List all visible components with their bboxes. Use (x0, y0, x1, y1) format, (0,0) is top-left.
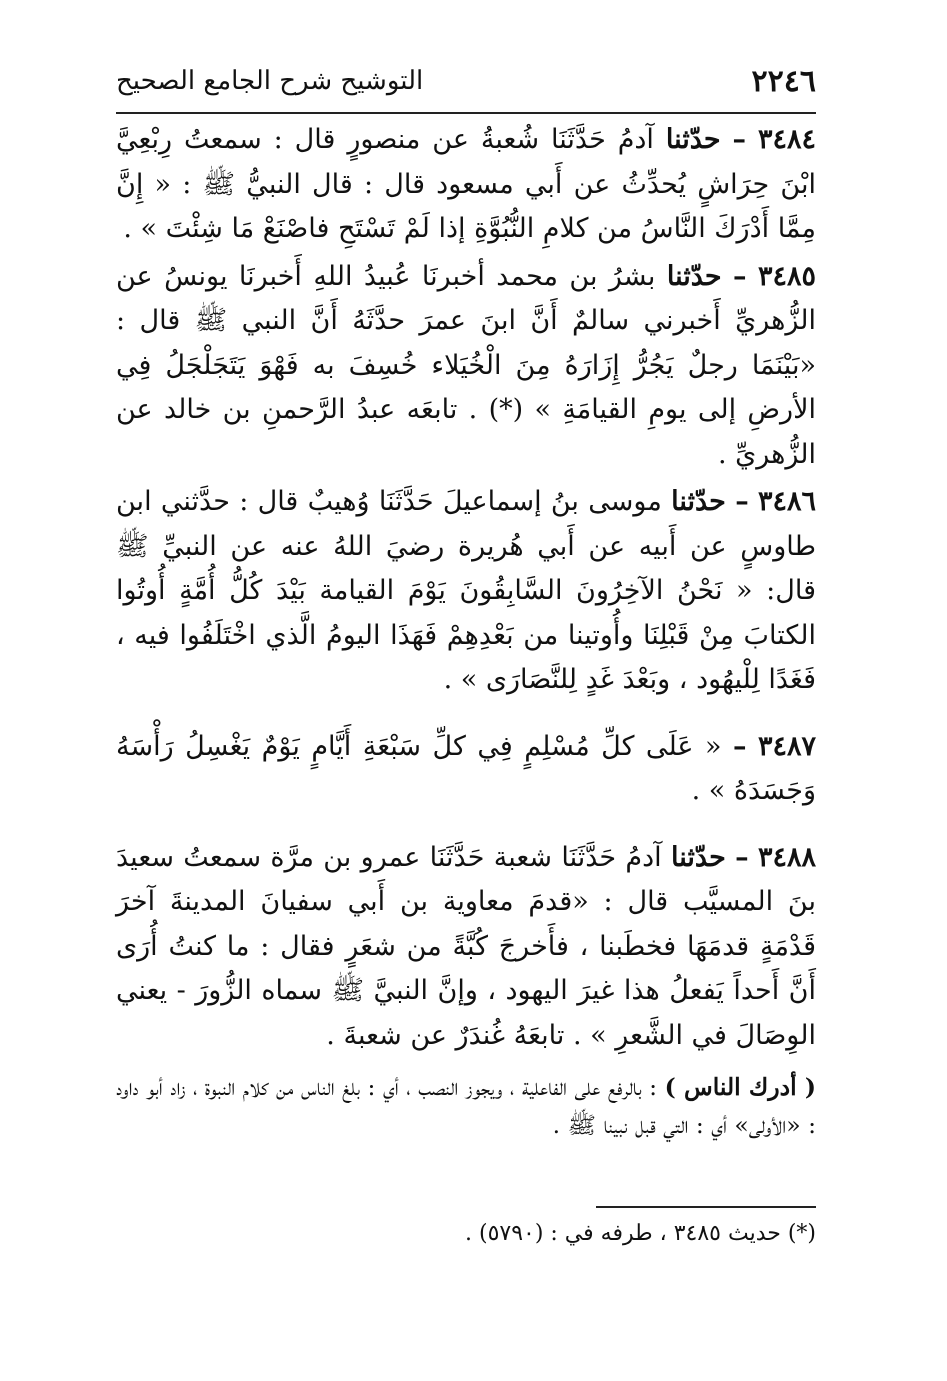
hadith-dash: – (733, 260, 747, 292)
hadith-number: ٣٤٨٧ (757, 730, 816, 762)
hadith-dash: – (735, 841, 749, 873)
hadith-number: ٣٤٨٨ (757, 841, 816, 873)
hadith-number: ٣٤٨٥ (757, 260, 816, 292)
hadith-paragraph (116, 118, 816, 252)
commentary-term: ( أدرك الناس ) (664, 1073, 816, 1101)
header-divider (116, 112, 816, 114)
footnote: (*) حديث ٣٤٨٥ ، طرفه في : (٥٧٩٠) . (464, 1221, 816, 1246)
hadith-lead: حدّثنا (665, 124, 721, 155)
hadith-text: بشرُ بن محمد أخبرنَا عُبيدُ اللهِ أَخبرنَا يونسُ عن الزُّهريِّ أَخبرني سالمٌ أَنَّ ابنَ عمرَ حدَّثَهُ أَنَّ النبي ﷺ قال : «بَيْنَمَا رجلٌ يَجُرُّ إِزَارَهُ مِنَ الْخُيَلاء خُسِفَ به فَهْوَ يَتَجَلْجَلُ فِي الأرضِ إلى يومِ القيامَةِ » (*) . تابعَه عبدُ الرَّحمنِ بن خالد عن الزُّهريِّ . (116, 260, 816, 470)
hadith-paragraph (116, 480, 816, 703)
page-number: ٢٢٤٦ (751, 64, 816, 99)
hadith-lead: حدّثنا (671, 486, 726, 517)
hadith-text: « عَلَى كلِّ مُسْلِمٍ فِي كلِّ سَبْعَةِ أَيَّامٍ يَوْمٌ يَغْسِلُ رَأْسَهُ وَجَسَدَهُ » . (116, 730, 816, 806)
hadith-paragraph (116, 725, 816, 814)
hadith-dash: – (735, 486, 749, 517)
commentary-paragraph (116, 1068, 816, 1144)
hadith-lead: حدّثنا (666, 260, 722, 292)
hadith-number: ٣٤٨٦ (758, 486, 817, 517)
hadith-paragraph (116, 836, 816, 1059)
hadith-text: آدمُ حَدَّثَنَا شُعبةُ عن منصورٍ قال : سمعتُ رِبْعِيَّ ابْنَ حِرَاشٍ يُحدِّثُ عن أَبي مسعود قال : قال النبيُّ ﷺ : « إِنَّ مِمَّا أَدْرَكَ النَّاسُ من كلامِ النُّبُوَّةِ إذا لَمْ تَسْتَحِ فاصْنَعْ مَا شِئْتَ » . (116, 124, 816, 244)
hadith-dash: – (732, 730, 747, 762)
hadith-number: ٣٤٨٤ (757, 124, 816, 155)
hadith-text: موسى بنُ إسماعيلَ حَدَّثَنَا وُهيبٌ قال : حدَّثني ابن طاوسٍ عن أَبيه عن أَبي هُريرة رضيَ اللهُ عنه عن النبيِّ ﷺ قال: « نَحْنُ الآخِرُونَ السَّابِقُونَ يَوْمَ القيامة بَيْدَ كُلُّ أُمَّةٍ أُوتُوا الكتابَ مِنْ قَبْلِنَا وأُوتينا من بَعْدِهِمْ فَهَذَا اليومُ الَّذي اخْتَلَفُوا فيه ، فَغَدًا لِلْيهُود ، وبَعْدَ غَدٍ لِلنَّصَارَى » . (116, 486, 816, 695)
hadith-dash: – (732, 124, 747, 155)
running-title: التوشيح شرح الجامع الصحيح (116, 66, 424, 96)
page-header (116, 58, 816, 108)
page-body (116, 118, 816, 1168)
hadith-paragraph (116, 255, 816, 478)
commentary-text: : بالرفع على الفاعلية ، ويجوز النصب ، أي : بلغ الناس من كلام النبوة ، زاد أبو داود : «الأولى» أي : التي قبل نبينا ﷺ . (116, 1073, 816, 1139)
footnote-divider (596, 1206, 816, 1208)
hadith-text: آدمُ حَدَّثَنَا شعبة حَدَّثَنَا عمرو بن مرَّة سمعتُ سعيدَ بنَ المسيَّب قال : «قدمَ معاوية بن أَبي سفيانَ المدينةَ آخرَ قَدْمَةٍ قدمَهَا فخطَبنا ، فأَخرجَ كُبَّةً من شعَرٍ فقال : ما كنتُ أُرَى أَنَّ أَحداً يَفعلُ هذا غيرَ اليهود ، وإنَّ النبيَّ ﷺ سماه الزُّورَ - يعني الوِصَالَ في الشَّعرِ » . تابعَهُ غُندَرٌ عن شعبةَ . (116, 841, 816, 1051)
hadith-lead: حدّثنا (671, 841, 726, 873)
